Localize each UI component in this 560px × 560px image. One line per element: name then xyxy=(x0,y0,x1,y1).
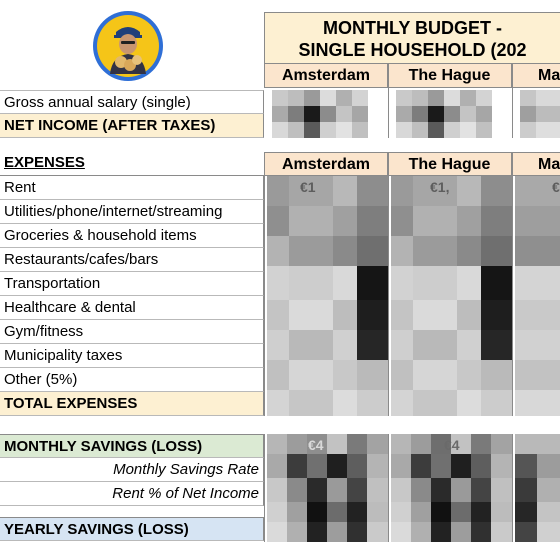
row-restaurants: Restaurants/cafes/bars xyxy=(0,248,264,272)
avatar xyxy=(92,10,164,82)
city-header-amsterdam: Amsterdam xyxy=(264,64,388,88)
row-monthly-savings: MONTHLY SAVINGS (LOSS) xyxy=(0,434,264,458)
row-other: Other (5%) xyxy=(0,368,264,392)
column-divider-6 xyxy=(512,434,513,542)
row-total-expenses: TOTAL EXPENSES xyxy=(0,392,264,416)
savings-value-amsterdam: €4 xyxy=(308,437,324,453)
row-yearly-savings: YEARLY SAVINGS (LOSS) xyxy=(0,517,264,541)
censored-expense-values xyxy=(264,176,560,416)
expenses-heading: EXPENSES xyxy=(4,154,85,171)
column-divider-1 xyxy=(388,64,389,138)
censor-income-svg xyxy=(264,90,560,138)
city-header-third: Ma xyxy=(512,64,560,88)
title-line-2: SINGLE HOUSEHOLD (202 xyxy=(298,40,527,60)
row-groceries: Groceries & household items xyxy=(0,224,264,248)
row-transportation: Transportation xyxy=(0,272,264,296)
row-net-income: NET INCOME (AFTER TAXES) xyxy=(0,114,264,138)
row-gym: Gym/fitness xyxy=(0,320,264,344)
row-municipality-taxes: Municipality taxes xyxy=(0,344,264,368)
row-healthcare: Healthcare & dental xyxy=(0,296,264,320)
column-divider-5 xyxy=(388,434,389,542)
budget-title xyxy=(264,12,560,64)
title-line-1: MONTHLY BUDGET - xyxy=(322,18,502,38)
rent-value-third: € xyxy=(552,179,560,195)
savings-value-the-hague: €4 xyxy=(444,437,460,453)
censor-expense-svg xyxy=(265,176,560,416)
rent-value-amsterdam: €1 xyxy=(300,179,316,195)
row-rent: Rent xyxy=(0,176,264,200)
column-divider-2 xyxy=(512,64,513,138)
row-monthly-savings-rate: Monthly Savings Rate xyxy=(0,458,264,482)
row-gross-salary: Gross annual salary (single) xyxy=(0,90,264,114)
column-divider-4 xyxy=(512,152,513,416)
censored-income-values xyxy=(264,90,560,138)
column-divider-3 xyxy=(388,152,389,416)
city-header-amsterdam-2: Amsterdam xyxy=(264,152,388,176)
rent-value-the-hague: €1, xyxy=(430,179,450,195)
city-header-the-hague-2: The Hague xyxy=(388,152,512,176)
city-header-third-2: Ma xyxy=(512,152,560,176)
city-header-the-hague: The Hague xyxy=(388,64,512,88)
row-rent-percent: Rent % of Net Income xyxy=(0,482,264,506)
row-utilities: Utilities/phone/internet/streaming xyxy=(0,200,264,224)
